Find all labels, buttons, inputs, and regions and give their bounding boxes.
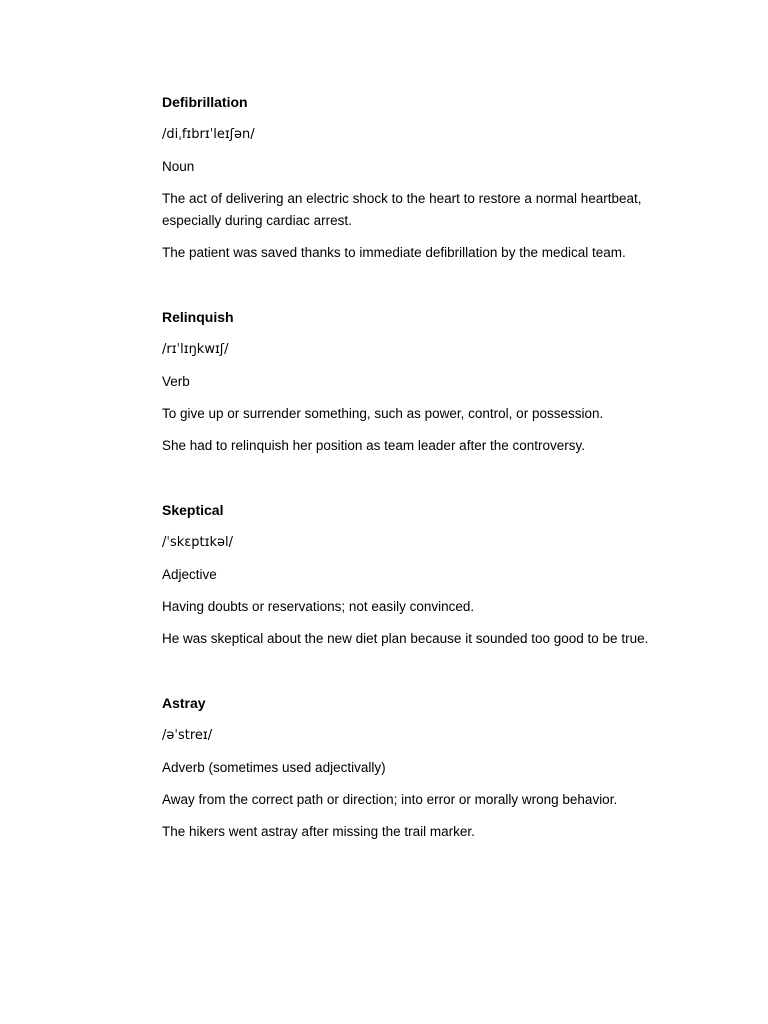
entry-definition: The act of delivering an electric shock to the heart to restore a normal heartbeat, especially during cardiac arrest. <box>162 191 642 228</box>
entry-part-of-speech: Adjective <box>162 567 217 582</box>
entry-definition: Having doubts or reservations; not easily convinced. <box>162 599 475 614</box>
entry-pronunciation: /rɪˈlɪŋkwɪʃ/ <box>162 342 229 357</box>
document-page <box>162 92 682 886</box>
entry-pronunciation: /əˈstreɪ/ <box>162 728 213 743</box>
entry-definition: Away from the correct path or direction; into error or morally wrong behavior. <box>162 792 618 807</box>
entry-part-of-speech: Adverb (sometimes used adjectivally) <box>162 760 386 775</box>
entry-example: The patient was saved thanks to immediate defibrillation by the medical team. <box>162 245 626 260</box>
entry-example: She had to relinquish her position as team leader after the controversy. <box>162 438 585 453</box>
entry-pronunciation: /diˌfɪbrɪˈleɪʃən/ <box>162 127 255 142</box>
entry-defibrillation <box>162 92 682 264</box>
entry-word: Defibrillation <box>162 94 248 110</box>
entry-relinquish <box>162 307 682 457</box>
entry-part-of-speech: Verb <box>162 374 190 389</box>
entry-example: He was skeptical about the new diet plan because it sounded too good to be true. <box>162 631 649 646</box>
entry-word: Relinquish <box>162 309 234 325</box>
entry-example: The hikers went astray after missing the trail marker. <box>162 824 475 839</box>
entry-skeptical <box>162 500 682 650</box>
entry-word: Astray <box>162 695 206 711</box>
entry-part-of-speech: Noun <box>162 159 195 174</box>
entry-astray <box>162 693 682 843</box>
entry-pronunciation: /ˈskɛptɪkəl/ <box>162 535 233 550</box>
entry-definition: To give up or surrender something, such as power, control, or possession. <box>162 406 604 421</box>
entry-word: Skeptical <box>162 502 224 518</box>
